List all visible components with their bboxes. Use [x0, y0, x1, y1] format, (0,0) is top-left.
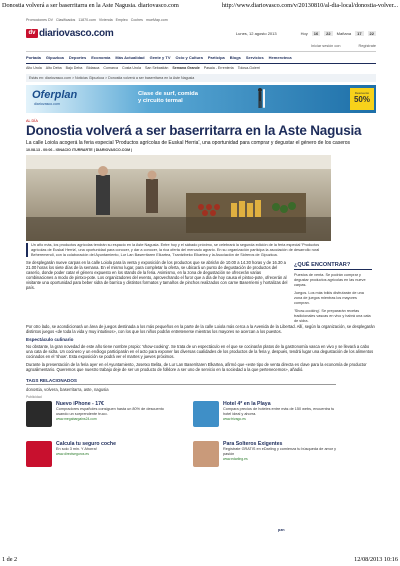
tags-heading: TAGS RELACIONADOS	[26, 378, 336, 385]
subnav-item[interactable]: Alto Deba	[45, 66, 62, 70]
masthead	[26, 26, 376, 40]
nav-item-ocio-cultura[interactable]: Ocio y Cultura	[175, 55, 203, 60]
nav-item-gipuzkoa[interactable]: Gipuzkoa	[45, 55, 64, 60]
article-paragraph: Durante la presentación de la feria ayer en el Ayuntamiento, Josetxo Belita, de Lur Lan Baserritaren Elkartea, afirmó que «este tipo de venta directa es clave para la economía de productor agroalimentario. Queremos que nuestro trabajo deje de ser un producto de folklore a ser uno de servicio en la sociedad a la que pertenecemos», añadió.	[26, 362, 367, 373]
sidebar-title: ¿QUÉ ENCONTRAR?	[294, 262, 372, 270]
print-page-number: 1 de 2	[2, 556, 18, 563]
nav-item-portada[interactable]: Portada	[26, 55, 41, 60]
subnav-item-active[interactable]: Semana Grande	[172, 66, 200, 70]
nav-item-participa[interactable]: Participa	[207, 55, 225, 60]
beach-hotel-thumbnail-icon	[193, 401, 219, 427]
ad-url[interactable]: www.trivago.es	[223, 416, 246, 421]
today-min: 16	[313, 30, 319, 36]
ad-network-logo[interactable]: pzn	[278, 528, 285, 532]
article-main-column	[26, 260, 288, 324]
top-links	[26, 18, 376, 22]
surfer-figure-icon	[254, 87, 266, 109]
main-nav	[26, 52, 376, 64]
photo-caption: Un año más, los productos agrícolas tendrán su espacio en la Aste Nagusia. Entre hoy y el sábado próximo, se celebrará la segunda edición de la feria especial 'Productos agrícolas de Euskal Herria', una oportunidad para conocer, y dar a conocer, la rica oferta del mercado agrario. En su organización participa la asociación de desarrollo rural Beheremendi, con la colaboración del Ayuntamiento, Lur Lan Baserritaren Elkartea, Txantzibeko Elkartea y la Asociación de Sidreros de Gipuzkoa.	[26, 243, 331, 257]
subnav-item[interactable]: San Sebastián	[144, 66, 169, 70]
article-paragraph: Se desplegarán nueve carpas en la calle Loiola para la venta y exposición de los productos que se abrirán de 10.00 a 14.30 horas y de 16.30 a 21.00 horas los siete días de la semana. En el mismo lugar, para completar la oferta, se ubicará un punto de degustación de productos del caserío, donde poder catar el género expuesto en los stands de la feria. Asimismo, en la zona de degustación se ofrecerán varias combinaciones a modo de pintxo-pote. Los organizadores del evento, aprovechando el furor que a día de hoy causa el pintxo-pote, ofrecerán al visitante una oportunidad para beber sidra de barrica y distintos formatos y tamaños de pinchos realizados con carne Baserriemi y hortalizas del país.	[26, 260, 288, 291]
ad-item[interactable]	[26, 401, 171, 431]
ad-description: Compradores españoles consiguen hasta un 80% de descuento usando un sorprendente truco.	[56, 407, 164, 416]
nav-item-gente-tv[interactable]: Gente y TV	[149, 55, 171, 60]
print-header	[2, 2, 398, 9]
top-link[interactable]: 11870.com	[78, 18, 96, 22]
article-continued	[26, 324, 376, 372]
ad-title[interactable]: Hotel 4* en la Playa	[223, 401, 271, 408]
article-page	[26, 18, 376, 471]
ad-item[interactable]	[26, 441, 171, 471]
print-datetime: 12/08/2013 10:16	[354, 556, 398, 563]
car-insurance-thumbnail-icon	[26, 441, 52, 467]
ad-url[interactable]: www.directseguros.es	[56, 451, 89, 456]
nav-item-mas-actualidad[interactable]: Más Actualidad	[115, 55, 145, 60]
article-photo[interactable]	[26, 155, 331, 241]
ad-title[interactable]: Calcula tu seguro coche	[56, 441, 116, 448]
site-logo[interactable]: diariovasco.com	[39, 27, 114, 39]
nav-item-servicios[interactable]: Servicios	[245, 55, 264, 60]
subnav-item[interactable]: Alto Urola	[26, 66, 42, 70]
print-page-url: http://www.diariovasco.com/v/20130810/al-dia-local/donostia-volver...	[221, 2, 398, 9]
sub-nav	[26, 64, 376, 72]
logo-mark[interactable]: dv	[26, 29, 38, 38]
sidebar-item: Puestos de venta. Se podrán comprar y degustar productos agrícolas en las nueve carpas.	[294, 273, 366, 288]
ad-description: Regístrate GRATIS en eDarling y comienza tu búsqueda de amor y pasión	[223, 447, 337, 456]
sidebar-item: Juegos. Los más txikis disfrutarán de una zona de juegos mientras los mayores compran.	[294, 291, 364, 306]
article-paragraph: Por otro lado, se acondicionará un área de juegos destinada a los más pequeños en la parte de la calle Loiola más cerca a la Avenida de la Libertad. Allí, según la organización, se desplegarán distintos juegos «de toda la vida y muy intuitivos», con los que los niños podrán entretenerse mientras los mayores se acercan a los puestos.	[26, 324, 375, 335]
what-to-find-box	[294, 260, 372, 324]
ad-item[interactable]	[193, 401, 338, 431]
article-body	[26, 260, 376, 324]
nav-item-deportes[interactable]: Deportes	[68, 55, 87, 60]
ad-url[interactable]: www.megabargains24.com	[56, 416, 97, 421]
ad-url[interactable]: www.edarling.es	[223, 456, 248, 461]
today-label: Hoy	[300, 30, 308, 36]
article-subheading: Espectáculo culinario	[26, 337, 74, 343]
ad-description: En solo 3 min. Y Ahorra!	[56, 447, 97, 452]
tomorrow-label: Mañana	[336, 30, 352, 36]
subnav-item[interactable]: Costa Urola	[121, 66, 141, 70]
discount-value: 50%	[353, 95, 370, 104]
nav-item-blogs[interactable]: Blogs	[229, 55, 241, 60]
login-bar	[26, 44, 376, 52]
ad-description: Compara precios de hoteles entre más de 150 webs, encuentra tu hotel ideal y ahorra.	[223, 407, 335, 416]
ad-title[interactable]: Para Solteros Exigentes	[223, 441, 283, 448]
date-weather-bar	[236, 31, 376, 36]
register-link[interactable]: Regístrate	[358, 44, 376, 48]
sponsored-links	[26, 401, 376, 471]
print-footer	[2, 556, 398, 563]
current-date: Lunes, 12 agosto 2013	[235, 30, 277, 36]
print-page-title: Donostia volverá a ser baserritarra en la Aste Nagusia. diariovasco.com	[2, 2, 179, 9]
top-link[interactable]: Promociones DV	[26, 18, 53, 22]
top-link[interactable]: Clasificados	[55, 18, 76, 22]
sidebar-item: 'Show-cooking'. Se prepararán recetas tradicionales vascas en vivo y habrá una cata de sidra.	[294, 309, 371, 324]
ads-label: Publicidad	[26, 395, 42, 400]
banner-brand: Oferplan	[32, 89, 78, 101]
nav-item-economia[interactable]: Economía	[91, 55, 111, 60]
discount-badge	[350, 88, 374, 110]
section-label[interactable]: AL DÍA	[26, 119, 38, 123]
article-paragraph: No obstante, la gran novedad de este año tiene nombre propio: 'show-cooking'. Se trata de un espectáculo en el que se cocinarán platos de la gastronomía vasca en vivo y se llevará a cabo una cata de sidra. Un cocinero y un enólogo participarán en el acto para exponer las diversas cualidades de los productos de la feria y, después, tendrá lugar una degustación de los alimentos cocinados en el 'show'. Esta exposición se podrá ver el martes y jueves próximos.	[26, 344, 374, 360]
banner-offer-line2: y circuito termal	[138, 98, 183, 104]
top-link[interactable]: mueMap.com	[145, 18, 168, 22]
top-link[interactable]: Vivienda	[98, 18, 113, 22]
article-byline: 10.08.13 - 00:06 - IGNACIO ITURRARTE | DIARIOVASCO.COM |	[26, 148, 133, 152]
subnav-item[interactable]: Pasaia - Errenteria	[203, 66, 234, 70]
top-link[interactable]: Coches	[130, 18, 143, 22]
top-link[interactable]: Empleo	[115, 18, 128, 22]
ad-item[interactable]	[193, 441, 338, 471]
banner-brand-sub: diariovasco.com	[34, 102, 60, 106]
ad-title[interactable]: Nuevo iPhone - 17€	[56, 401, 104, 408]
nav-item-hemeroteca[interactable]: Hemeroteca	[268, 55, 292, 60]
today-max: 22	[326, 30, 331, 36]
market-stall-photo-image	[26, 155, 331, 241]
article-title: Donostia volverá a ser baserritarra en la Aste Nagusia	[26, 123, 362, 138]
subnav-item[interactable]: Bajo Deba	[65, 66, 83, 70]
person-thumbnail-icon	[193, 441, 219, 467]
tomorrow-min: 17	[357, 30, 362, 36]
phone-thumbnail-icon	[26, 401, 52, 427]
discount-label: Descuento	[354, 91, 370, 95]
tags-list[interactable]: donostia, volvera, baserritarra, aste, nagusia	[26, 387, 109, 393]
subnav-item[interactable]: Comarca	[103, 66, 118, 70]
subnav-item[interactable]: Tolosa-Goierri	[237, 66, 261, 70]
oferplan-banner[interactable]	[26, 85, 376, 113]
subnav-item[interactable]: Bidasoa	[86, 66, 100, 70]
login-link[interactable]: Iniciar sesión con	[311, 44, 341, 48]
breadcrumb[interactable]: Estás en: diariovasco.com > Noticias Gipuzkoa > Donostia volverá a ser baserritarra en la Aste Nagusia	[26, 74, 376, 82]
banner-offer-line1: Clase de surf, comida	[138, 91, 198, 97]
article-lead: La calle Loiola acogerá la feria especial 'Productos agrícolas de Euskal Herria', una oportunidad para comprar y degustar el género de los caseros	[26, 140, 351, 146]
tomorrow-max: 22	[369, 30, 374, 36]
